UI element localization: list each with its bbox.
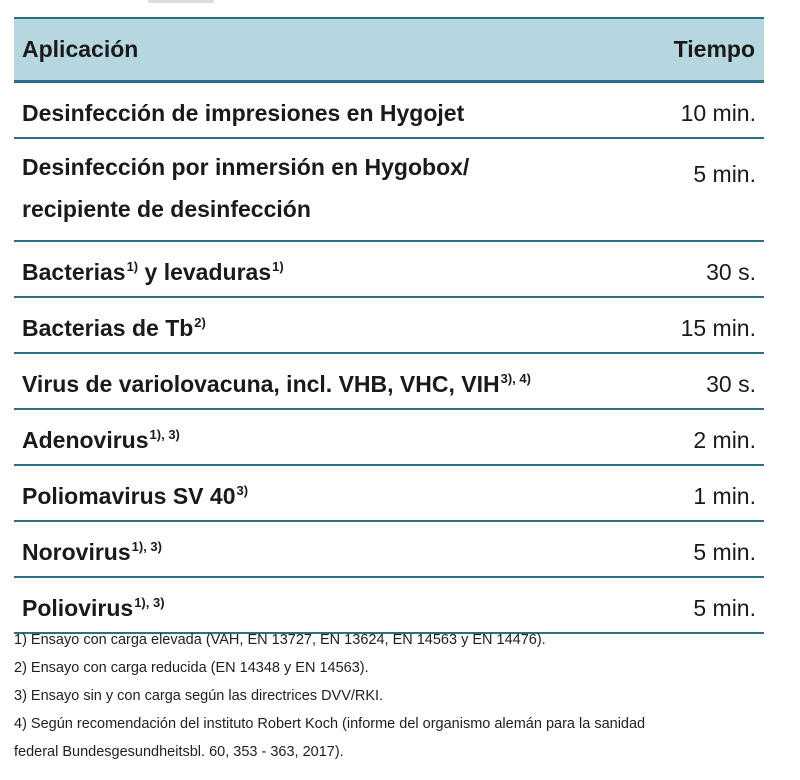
application-text-b: y levaduras xyxy=(138,259,272,285)
disinfection-table-container xyxy=(14,17,764,634)
table-row xyxy=(14,297,764,353)
row-application xyxy=(14,297,634,353)
footnote-3: 3) Ensayo sin y con carga según las directrices DVV/RKI. xyxy=(14,688,384,704)
row-application xyxy=(14,353,634,409)
row-time: 5 min. xyxy=(634,138,764,241)
row-time: 2 min. xyxy=(634,409,764,465)
table-row xyxy=(14,409,764,465)
footnote-2: 2) Ensayo con carga reducida (EN 14348 y EN 14563). xyxy=(14,660,369,676)
row-time: 30 s. xyxy=(634,353,764,409)
row-time: 5 min. xyxy=(634,577,764,633)
row-application xyxy=(14,465,634,521)
table-row xyxy=(14,521,764,577)
row-time: 30 s. xyxy=(634,241,764,297)
footnote-ref: 3) xyxy=(236,483,249,498)
footnotes xyxy=(14,626,774,766)
table-row xyxy=(14,577,764,633)
row-application xyxy=(14,577,634,633)
top-decorative-line xyxy=(148,0,214,3)
row-application xyxy=(14,82,634,139)
column-header-application: Aplicación xyxy=(14,18,634,82)
application-text: Poliomavirus SV 40 xyxy=(22,483,236,509)
column-header-time: Tiempo xyxy=(634,18,764,82)
footnote-ref: 1), 3) xyxy=(134,595,165,610)
footnote-ref: 1) xyxy=(126,259,139,274)
row-time: 10 min. xyxy=(634,82,764,139)
row-application xyxy=(14,138,634,241)
row-application xyxy=(14,409,634,465)
application-text: Bacterias de Tb xyxy=(22,315,194,341)
footnote-4: 4) Según recomendación del instituto Robert Koch (informe del organismo alemán para la sanidad xyxy=(14,716,646,732)
application-text: Desinfección por inmersión en Hygobox/ xyxy=(22,154,470,180)
row-time: 1 min. xyxy=(634,465,764,521)
table-row xyxy=(14,353,764,409)
application-text: Norovirus xyxy=(22,539,131,565)
row-time: 15 min. xyxy=(634,297,764,353)
footnote-ref: 1), 3) xyxy=(131,539,162,554)
table-row xyxy=(14,465,764,521)
footnote-ref: 1), 3) xyxy=(149,427,180,442)
row-time: 5 min. xyxy=(634,521,764,577)
application-text: Desinfección de impresiones en Hygojet xyxy=(22,100,465,126)
application-text: Poliovirus xyxy=(22,595,134,621)
footnote-1: 1) Ensayo con carga elevada (VAH, EN 13727, EN 13624, EN 14563 y EN 14476). xyxy=(14,632,546,648)
application-text: Virus de variolovacuna, incl. VHB, VHC, VIH xyxy=(22,371,500,397)
application-text: Bacterias xyxy=(22,259,126,285)
table-row xyxy=(14,138,764,241)
application-text-line2: recipiente de desinfección xyxy=(22,196,311,222)
footnote-ref: 1) xyxy=(272,259,284,274)
disinfection-times-table xyxy=(14,17,764,634)
row-application xyxy=(14,521,634,577)
row-application xyxy=(14,241,634,297)
table-row xyxy=(14,82,764,139)
footnote-4-continued: federal Bundesgesundheitsbl. 60, 353 - 363, 2017). xyxy=(14,744,344,760)
footnote-ref: 2) xyxy=(194,315,206,330)
table-header-row xyxy=(14,18,764,82)
table-row xyxy=(14,241,764,297)
footnote-ref: 3), 4) xyxy=(500,371,531,386)
application-text: Adenovirus xyxy=(22,427,149,453)
